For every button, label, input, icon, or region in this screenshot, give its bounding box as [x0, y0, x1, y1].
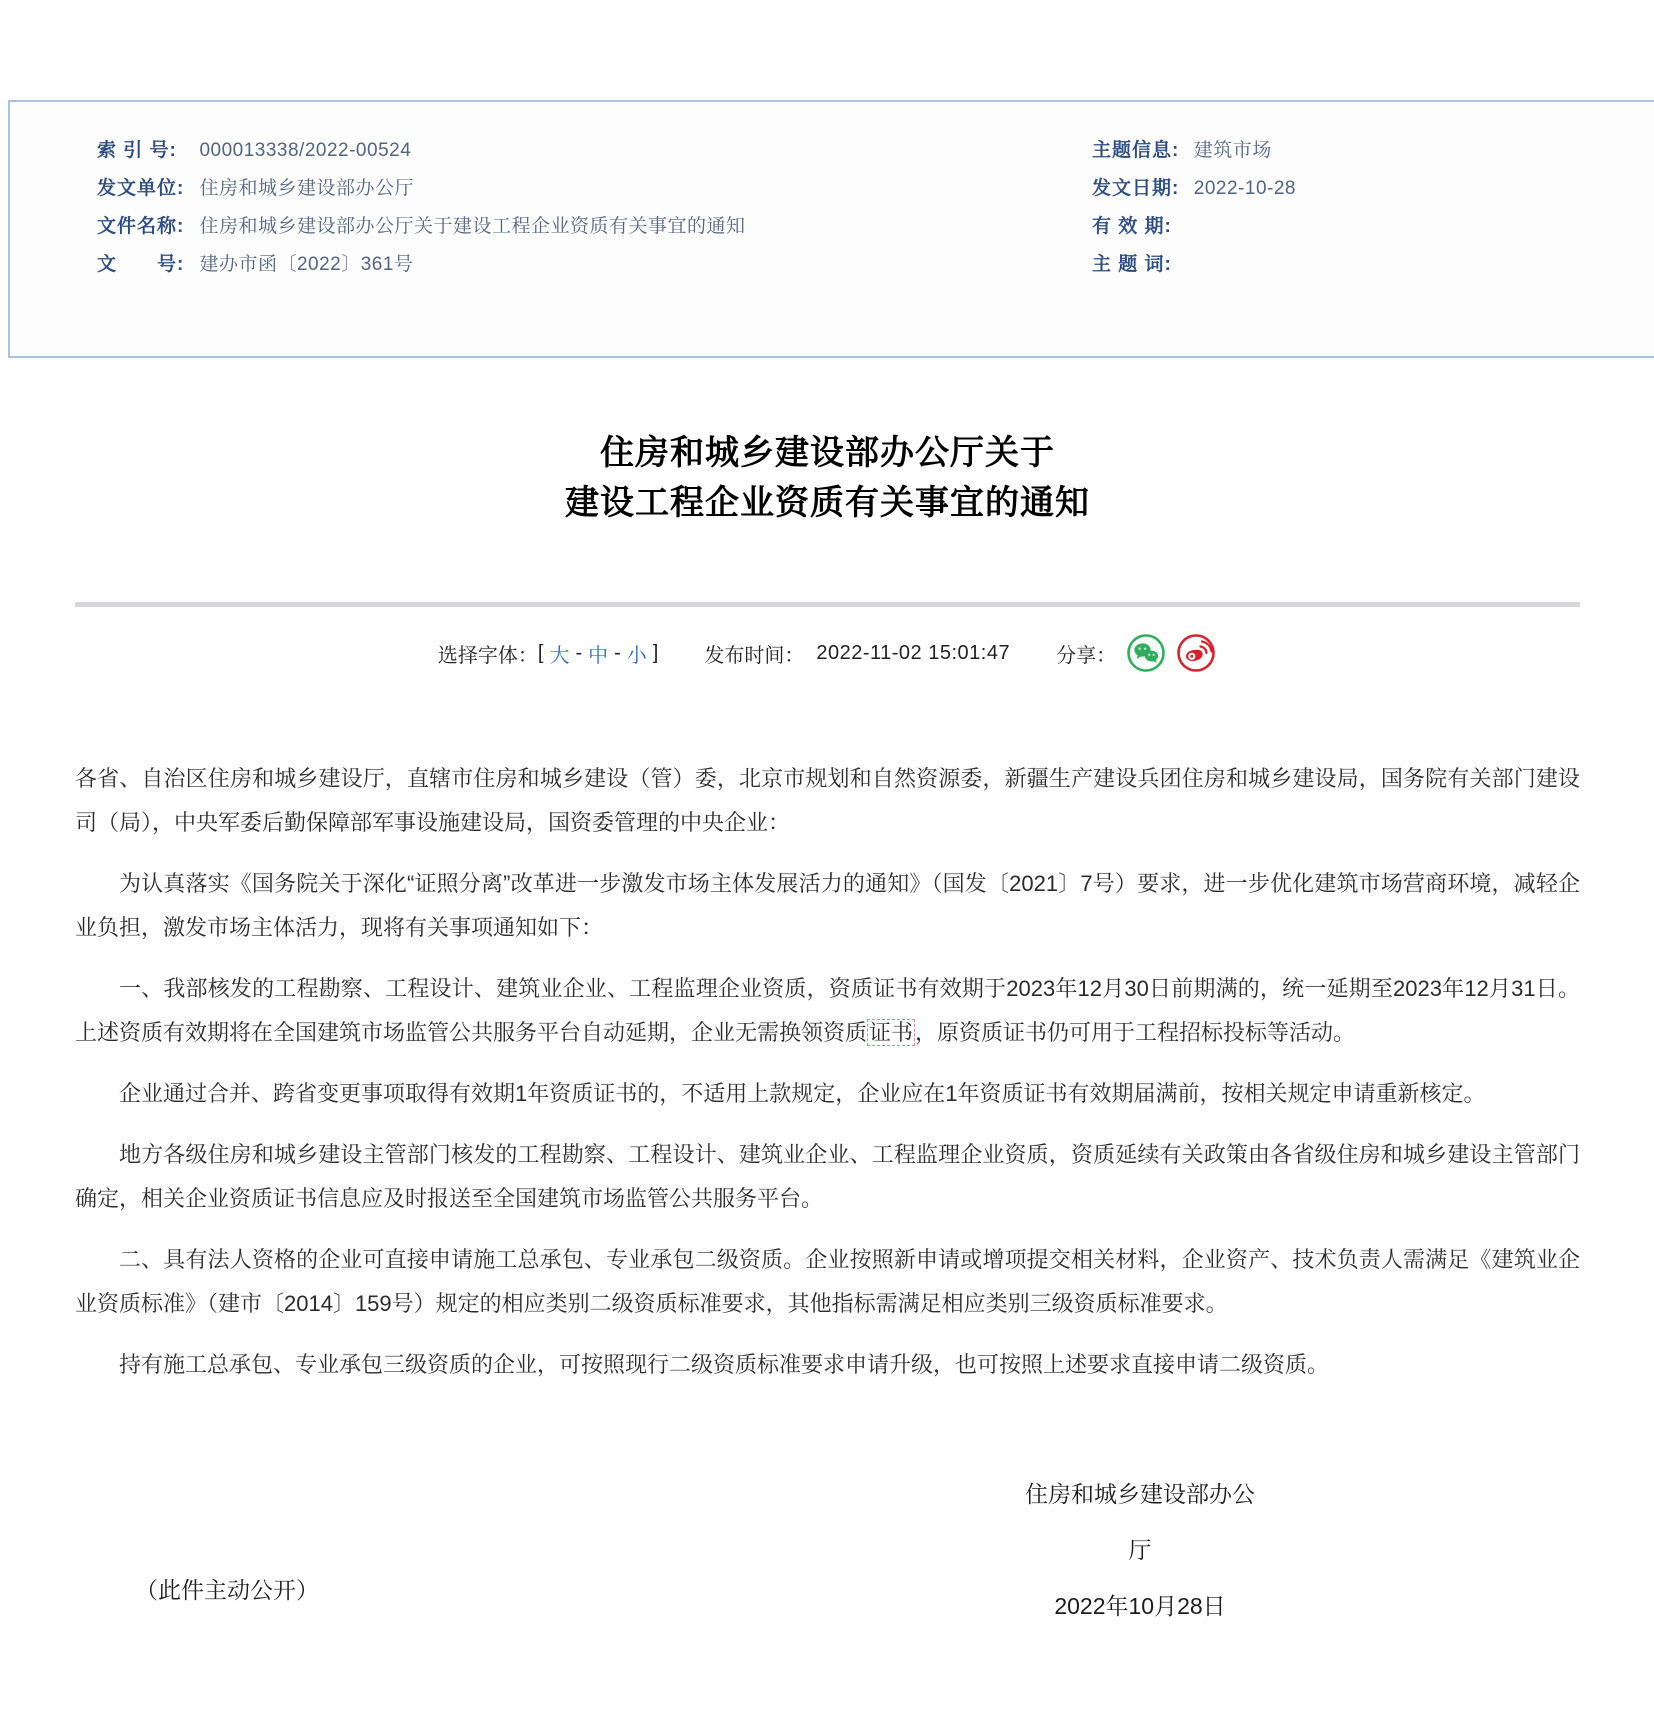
meta-label: 主 题 词:	[1092, 254, 1172, 275]
separator-dash: -	[575, 641, 583, 664]
item-two-paragraph: 二、具有法人资格的企业可直接申请施工总承包、专业承包二级资质。企业按照新申请或增项提交相关材料，企业资产、技术负责人需满足《建筑业企业资质标准》（建市〔2014〕159号）规定的相应类别二级资质标准要求，其他指标需满足相应类别三级资质标准要求。	[75, 1247, 1580, 1316]
meta-label: 发文单位:	[97, 178, 185, 199]
upgrade-paragraph: 持有施工总承包、专业承包三级资质的企业，可按照现行二级资质标准要求申请升级，也可按照上述要求直接申请二级资质。	[119, 1352, 1330, 1377]
bracket-open: [	[537, 641, 544, 664]
meta-row-document-name	[97, 208, 1067, 246]
weibo-logo-graphic	[1176, 633, 1216, 673]
meta-row-issue-date	[1092, 170, 1632, 208]
meta-label: 有 效 期:	[1092, 216, 1172, 237]
document-body	[75, 757, 1580, 1404]
meta-column-right	[1092, 132, 1632, 284]
meta-label: 文 号:	[97, 254, 185, 275]
article-toolbar	[0, 630, 1654, 676]
meta-value: 建筑市场	[1193, 140, 1272, 161]
separator-dash: -	[614, 641, 621, 664]
meta-label: 主题信息:	[1092, 140, 1180, 161]
meta-label: 文件名称:	[97, 216, 185, 237]
bracket-close: ]	[652, 641, 659, 664]
meta-row-topic-info	[1092, 132, 1632, 170]
meta-label: 发文日期:	[1092, 178, 1180, 199]
meta-column-left	[97, 132, 1067, 284]
wechat-share-icon[interactable]	[1126, 633, 1166, 673]
page-title-line1: 住房和城乡建设部办公厅关于	[600, 434, 1055, 472]
meta-row-index-number	[97, 132, 1067, 170]
title-divider	[75, 602, 1580, 607]
meta-value: 住房和城乡建设部办公厅	[199, 178, 414, 199]
font-size-medium-button[interactable]: 中	[588, 644, 609, 667]
signature-org: 住房和城乡建设部办公厅	[1025, 1481, 1255, 1563]
font-size-large-button[interactable]: 大	[549, 644, 570, 667]
meta-row-issuing-unit	[97, 170, 1067, 208]
signature-date: 2022年10月28日	[1054, 1593, 1226, 1619]
weibo-share-icon[interactable]	[1176, 633, 1216, 673]
salutation-paragraph: 各省、自治区住房和城乡建设厅，直辖市住房和城乡建设（管）委，北京市规划和自然资源委，新疆生产建设兵团住房和城乡建设局，国务院有关部门建设司（局），中央军委后勤保障部军事设施建设局，国资委管理的中央企业：	[75, 766, 1580, 835]
marked-text: 证书	[869, 1020, 914, 1045]
publish-time-value: 2022-11-02 15:01:47	[816, 641, 1011, 664]
meta-row-keywords	[1092, 246, 1632, 284]
document-meta-panel	[8, 100, 1654, 358]
font-size-small-button[interactable]: 小	[626, 644, 647, 667]
page-title-line2: 建设工程企业资质有关事宜的通知	[565, 484, 1090, 522]
meta-value: 2022-10-28	[1193, 178, 1296, 199]
item-one-text-after: ，原资质证书仍可用于工程招标投标等活动。	[915, 1020, 1356, 1045]
disclosure-note: （此件主动公开）	[135, 1577, 319, 1603]
meta-value: 建办市函〔2022〕361号	[199, 254, 414, 275]
meta-row-validity	[1092, 208, 1632, 246]
meta-row-document-number	[97, 246, 1067, 284]
share-label: 分享：	[1056, 644, 1117, 667]
meta-value: 000013338/2022-00524	[199, 140, 412, 161]
merger-exception-paragraph: 企业通过合并、跨省变更事项取得有效期1年资质证书的，不适用上款规定，企业应在1年资质证书有效期届满前，按相关规定申请重新核定。	[119, 1081, 1486, 1106]
publish-time-label: 发布时间：	[704, 644, 805, 667]
meta-label: 索 引 号:	[97, 140, 177, 161]
page-title	[75, 428, 1580, 528]
meta-value: 住房和城乡建设部办公厅关于建设工程企业资质有关事宜的通知	[199, 216, 746, 237]
local-authority-paragraph: 地方各级住房和城乡建设主管部门核发的工程勘察、工程设计、建筑业企业、工程监理企业资质，资质延续有关政策由各省级住房和城乡建设主管部门确定，相关企业资质证书信息应及时报送至全国建筑市场监管公共服务平台。	[75, 1142, 1580, 1211]
intro-paragraph: 为认真落实《国务院关于深化“证照分离”改革进一步激发市场主体发展活力的通知》（国发〔2021〕7号）要求，进一步优化建筑市场营商环境，减轻企业负担，激发市场主体活力，现将有关事项通知如下：	[75, 871, 1580, 940]
font-size-label: 选择字体：	[437, 644, 538, 667]
signature-block	[1020, 1466, 1260, 1634]
item-one-paragraph	[75, 967, 1580, 1055]
wechat-logo-graphic	[1126, 633, 1166, 673]
item-one-text-before: 一、我部核发的工程勘察、工程设计、建筑业企业、工程监理企业资质，资质证书有效期于2023年12月30日前期满的，统一延期至2023年12月31日。上述资质有效期将在全国建筑市场监管公共服务平台自动延期，企业无需换领资质	[75, 976, 1580, 1045]
